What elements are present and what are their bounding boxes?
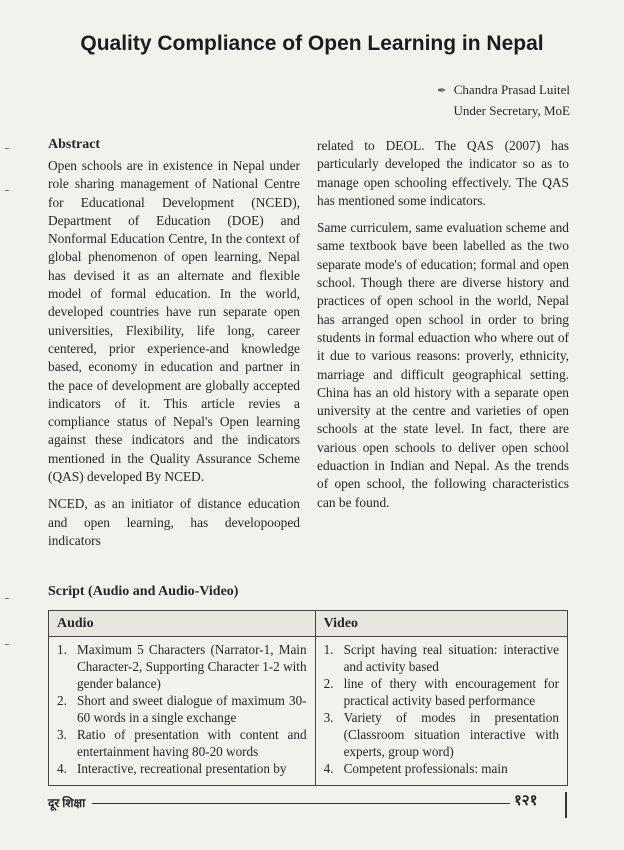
footer-divider xyxy=(92,803,510,804)
list-item xyxy=(324,760,559,777)
item-text: Script having real situation: interactive and activity based xyxy=(343,642,559,674)
author-name: Chandra Prasad Luitel xyxy=(453,82,570,97)
margin-mark xyxy=(5,598,9,599)
body-paragraph: NCED, as an initiator of distance education and open learning, has developooped indicators xyxy=(48,496,300,548)
item-number: 4. xyxy=(57,761,67,776)
item-number: 3. xyxy=(323,710,334,725)
list-item xyxy=(324,641,559,675)
body-paragraph: Same curriculem, same evaluation scheme and same textbook bave been labelled as the two separate mode's of education; formal and open school. Though there are diverse history and practices of open school in the world, Nepal has arranged open school in order to bring students in formal eduaction who where out of it due to various reasons: proverly, ethnicity, marriage and difficult geographical setting. China has an old history with a separate open university at the centre and varieties of open schools at the state level. In fact, there are various open schools to deliver open school eduaction in Indian and Nepal. As the trends of open school, the following characteristics can be found. xyxy=(317,220,569,510)
page-corner-bar xyxy=(565,792,567,818)
author-position: Under Secretary, MoE xyxy=(453,103,570,118)
script-heading: Script (Audio and Audio-Video) xyxy=(48,584,239,599)
list-item xyxy=(57,641,307,692)
item-number: 2. xyxy=(323,676,334,691)
item-text: Ratio of presentation with content and entertainment having 80-20 words xyxy=(77,727,307,759)
abstract-paragraph: Open schools are in existence in Nepal under role sharing management of National Centre for Educational Development (NCED), Department of Education (DOE) and Nonformal Education Centre, In the context of global phenomenon of open learning, Nepal has devised it as an alternate and flexible model of formal education. In the world, developed countries have run separate open universities, Flexibility, life long, career centered, prior experience-and knowledge based, economy in education and partner in the pace of development are globally accepted indicators of it. This article revies a compliance status of Nepal's Open learning against these indicators and the indicators mentioned in the Quality Assurance Scheme (QAS) developed By NCED. xyxy=(48,158,300,485)
column-header-audio: Audio xyxy=(49,611,316,637)
list-item xyxy=(324,709,559,760)
list-item xyxy=(57,726,307,760)
margin-mark xyxy=(5,190,9,191)
page-number: १२१ xyxy=(514,793,538,809)
audio-cell xyxy=(49,637,316,786)
item-number: 1. xyxy=(323,642,334,657)
list-item xyxy=(57,760,307,777)
item-number: 4. xyxy=(323,761,334,776)
item-text: Competent professionals: main xyxy=(343,761,508,776)
abstract-heading: Abstract xyxy=(48,137,101,152)
list-item xyxy=(57,692,307,726)
right-column xyxy=(317,137,569,521)
item-number: 2. xyxy=(57,693,67,708)
script-table xyxy=(48,610,568,786)
video-cell xyxy=(315,637,567,786)
author-block xyxy=(437,80,570,120)
item-number: 1. xyxy=(57,642,67,657)
page-title: Quality Compliance of Open Learning in Nepal xyxy=(80,32,544,55)
item-text: Short and sweet dialogue of maximum 30-60 words in a single exchange xyxy=(77,693,307,725)
item-text: Maximum 5 Characters (Narrator-1, Main Character-2, Supporting Character 1-2 with gender balance) xyxy=(77,642,307,691)
margin-mark xyxy=(5,148,9,149)
item-text: Variety of modes in presentation (Classroom situation interactive with experts, group word) xyxy=(343,710,559,759)
item-number: 3. xyxy=(57,727,67,742)
item-text: line of thery with encouragement for practical activity based performance xyxy=(343,676,559,708)
footer-journal-name: दूर शिक्षा xyxy=(48,796,86,810)
margin-mark xyxy=(5,644,9,645)
pen-nib-icon: ✒ xyxy=(437,85,447,97)
item-text: Interactive, recreational presentation by xyxy=(77,761,287,776)
body-paragraph: related to DEOL. The QAS (2007) has particularly developed the indicator so as to manage open schooling effectively. The QAS has mentioned some indicators. xyxy=(317,138,569,208)
list-item xyxy=(324,675,559,709)
left-column xyxy=(48,157,300,559)
column-header-video: Video xyxy=(315,611,567,637)
